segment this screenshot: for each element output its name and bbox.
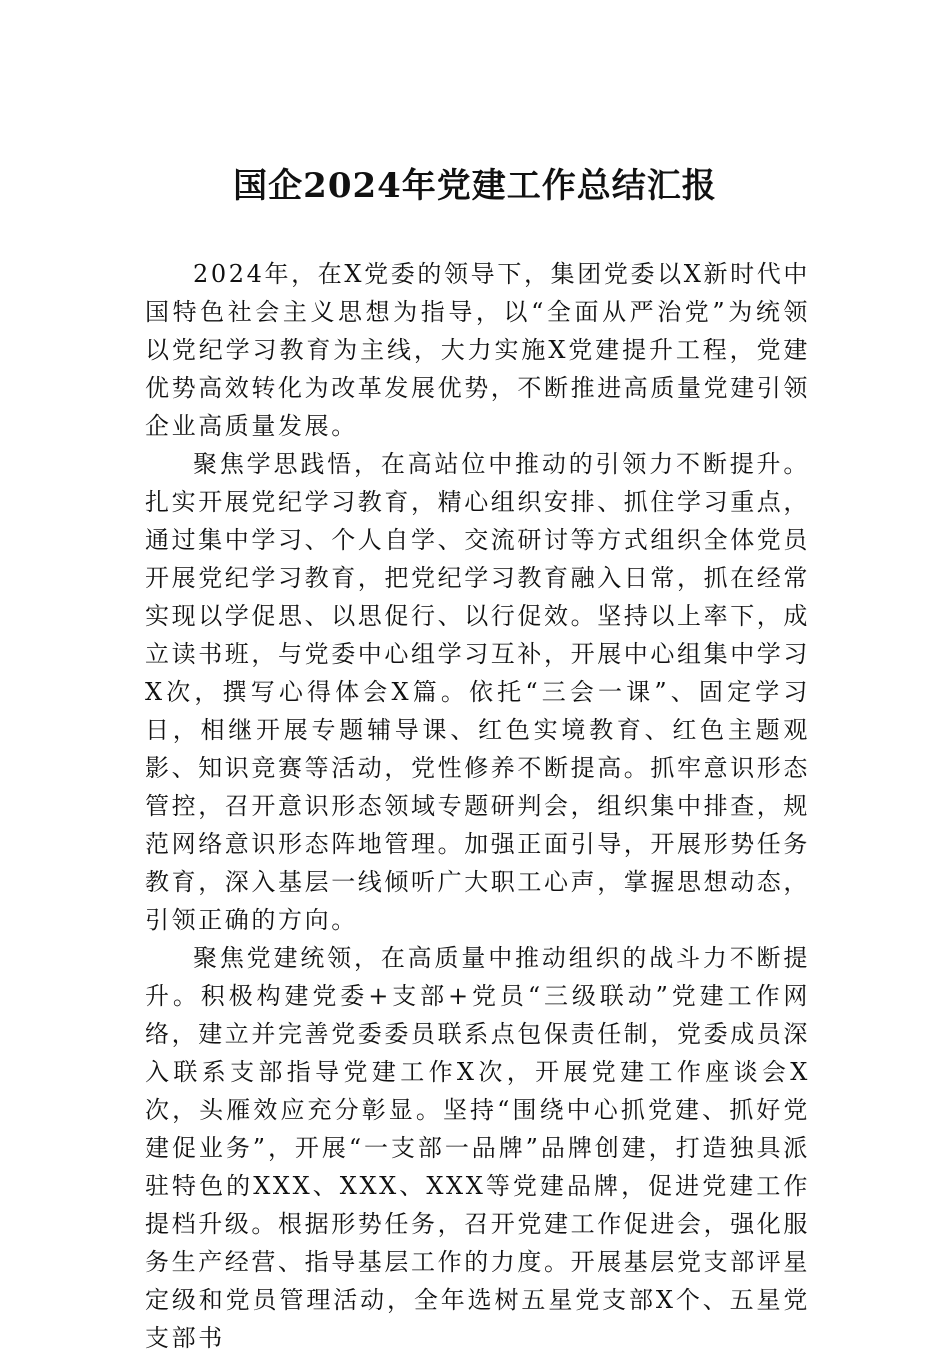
paragraph-party-building: 聚焦党建统领，在高质量中推动组织的战斗力不断提升。积极构建党委+支部+党员“三级联动”党建工作网络，建立并完善党委委员联系点包保责任制，党委成员深入联系支部指导党建工作X次，开展党建工作座谈会X次，头雁效应充分彰显。坚持“围绕中心抓党建、抓好党建促业务”，开展“一支部一品牌”品牌创建，打造独具派驻特色的XXX、XXX、XXX等党建品牌，促进党建工作提档升级。根据形势任务，召开党建工作促进会，强化服务生产经营、指导基层工作的力度。开展基层党支部评星定级和党员管理活动，全年选树五星党支部X个、五星党支部书 [145, 944, 810, 1352]
paragraph-intro: 2024年，在X党委的领导下，集团党委以X新时代中国特色社会主义思想为指导，以“全面从严治党”为统领以党纪学习教育为主线，大力实施X党建提升工程，党建优势高效转化为改革发展优势，不断推进高质量党建引领企业高质量发展。 [145, 260, 810, 440]
document-body [145, 255, 810, 1357]
paragraph-study: 聚焦学思践悟，在高站位中推动的引领力不断提升。扎实开展党纪学习教育，精心组织安排、抓住学习重点，通过集中学习、个人自学、交流研讨等方式组织全体党员开展党纪学习教育，把党纪学习教育融入日常，抓在经常实现以学促思、以思促行、以行促效。坚持以上率下，成立读书班，与党委中心组学习互补，开展中心组集中学习X次，撰写心得体会X篇。依托“三会一课”、固定学习日，相继开展专题辅导课、红色实境教育、红色主题观影、知识竞赛等活动，党性修养不断提高。抓牢意识形态管控，召开意识形态领域专题研判会，组织集中排查，规范网络意识形态阵地管理。加强正面引导，开展形势任务教育，深入基层一线倾听广大职工心声，掌握思想动态，引领正确的方向。 [145, 450, 810, 934]
document-title: 国企2024年党建工作总结汇报 [233, 166, 717, 206]
